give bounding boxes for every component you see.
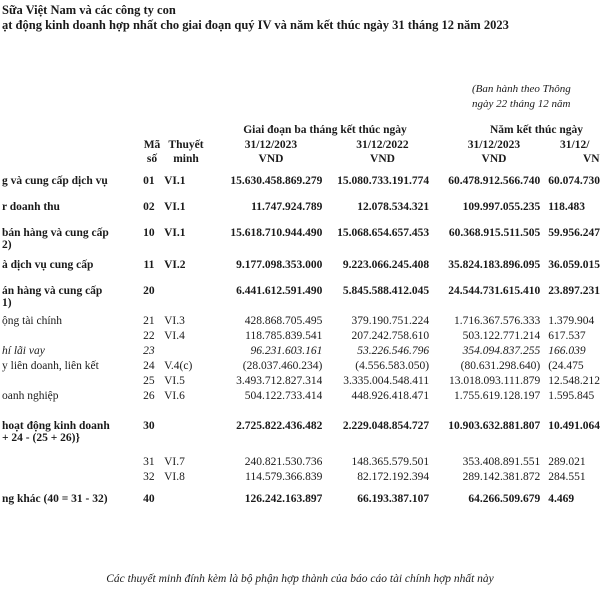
table-row: [0, 330, 600, 345]
note-column-header-1: Thuyết: [168, 139, 204, 151]
row-value-q2022: [322, 285, 429, 315]
quarter-group-header: Giai đoạn ba tháng kết thúc ngày: [243, 124, 407, 136]
row-value-y2023: [429, 471, 540, 493]
row-value-y2023: [429, 201, 540, 227]
row-label-text: oanh nghiệp: [2, 390, 59, 402]
row-value-y2023-text: 64.266.509.679: [468, 493, 541, 505]
table-row: [0, 201, 600, 227]
row-note-text: V.4(c): [164, 360, 193, 372]
row-value-y2022: [540, 456, 600, 471]
year-2023-unit: VND: [481, 153, 507, 165]
table-row: [0, 315, 600, 330]
row-value-q2023: [211, 259, 322, 285]
row-note-text: VI.5: [164, 375, 185, 387]
row-value-y2023-text: 353.408.891.551: [462, 456, 541, 468]
row-value-y2023: [429, 456, 540, 471]
row-code-text: 40: [143, 493, 155, 505]
row-value-y2023-text: 1.755.619.128.197: [453, 390, 541, 402]
row-code: [138, 175, 160, 201]
row-label: [0, 285, 138, 315]
row-value-y2022: [540, 315, 600, 330]
row-value-q2023-text: 3.493.712.827.314: [236, 375, 323, 387]
table-row: [0, 471, 600, 493]
row-value-y2022-text: 1.379.904: [548, 315, 595, 327]
row-value-q2023-text: 9.177.098.353.000: [236, 259, 323, 271]
row-value-y2022: [540, 375, 600, 390]
row-value-y2022-text: 166.039: [548, 345, 586, 357]
row-value-y2022: [540, 493, 600, 513]
income-statement-table: [0, 175, 600, 513]
row-value-q2022-text: 12.078.534.321: [357, 201, 430, 213]
footer-note: Các thuyết minh đính kèm là bộ phận hợp thành của báo cáo tài chính hợp nhất này: [106, 573, 494, 585]
row-value-y2022-text: 284.551: [548, 471, 586, 483]
row-value-q2023-text: 428.868.705.495: [244, 315, 323, 327]
row-value-q2023: [211, 360, 322, 375]
row-code-text: 31: [143, 456, 155, 468]
row-note-text: VI.4: [164, 330, 185, 342]
quarter-2023-unit: VND: [258, 153, 284, 165]
row-code-text: 20: [143, 285, 155, 297]
row-value-y2022: [540, 360, 600, 375]
row-value-q2022-text: 2.229.048.854.727: [342, 420, 430, 432]
row-value-q2022-text: 448.926.418.471: [351, 390, 430, 402]
row-value-q2023-text: 6.441.612.591.490: [236, 285, 323, 297]
row-note: [160, 175, 211, 201]
row-label: [0, 375, 138, 390]
row-value-q2022: [322, 420, 429, 456]
row-note: [160, 420, 211, 456]
table-row: [0, 360, 600, 375]
row-note-text: VI.7: [164, 456, 185, 468]
row-value-q2023-text: 504.122.733.414: [244, 390, 323, 402]
row-value-y2023: [429, 390, 540, 420]
table-row: [0, 345, 600, 360]
row-note-text: VI.1: [164, 201, 186, 213]
row-label: [0, 420, 138, 456]
row-code-text: 01: [143, 175, 155, 187]
row-value-y2022-text: 118.483: [548, 201, 585, 213]
row-value-y2023-text: 60.368.915.511.505: [448, 227, 541, 239]
row-code: [138, 330, 160, 345]
row-note-text: VI.1: [164, 227, 186, 239]
row-label-text: hí lãi vay: [2, 345, 45, 357]
row-value-y2022-text: 617.537: [548, 330, 586, 342]
row-label: [0, 315, 138, 330]
quarter-2022-unit: VND: [370, 153, 395, 165]
row-value-y2022-text: (24.475: [548, 360, 584, 372]
row-value-y2023: [429, 259, 540, 285]
row-code-text: 21: [143, 315, 155, 327]
row-value-q2023: [211, 493, 322, 513]
row-label: [0, 360, 138, 375]
row-note: [160, 375, 211, 390]
table-row: [0, 375, 600, 390]
row-value-y2023: [429, 493, 540, 513]
row-label-text: ộng tài chính: [2, 315, 63, 327]
code-column-header-2: số: [146, 153, 158, 165]
row-value-q2022: [322, 360, 429, 375]
row-label-text: à dịch vụ cung cấp: [2, 259, 94, 271]
row-note-text: VI.6: [164, 390, 185, 402]
row-code: [138, 227, 160, 259]
row-code: [138, 420, 160, 456]
row-code-text: 32: [143, 471, 155, 483]
row-code-text: 25: [143, 375, 155, 387]
row-note: [160, 390, 211, 420]
row-value-y2022-text: 12.548.212: [548, 375, 600, 387]
row-note-text: VI.3: [164, 315, 185, 327]
row-value-q2023-text: 118.785.839.541: [245, 330, 323, 342]
row-value-q2023: [211, 285, 322, 315]
row-label: [0, 471, 138, 493]
row-code: [138, 201, 160, 227]
row-value-y2023: [429, 227, 540, 259]
row-label-text: y liên doanh, liên kết: [2, 360, 99, 372]
table-row: [0, 456, 600, 471]
row-note-text: VI.8: [164, 471, 185, 483]
row-value-q2022-text: 9.223.066.245.408: [342, 259, 430, 271]
quarter-2023-header: 31/12/2023: [244, 139, 298, 151]
row-value-y2022: [540, 330, 600, 345]
row-code: [138, 259, 160, 285]
row-label-continued: + 24 - (25 + 26)}: [2, 432, 81, 444]
issued-note-line1: (Ban hành theo Thông: [472, 83, 571, 95]
row-label-text: án hàng và cung cấp: [2, 285, 103, 297]
row-code: [138, 390, 160, 420]
row-value-y2022-text: 23.897.231: [548, 285, 600, 297]
row-value-q2022-text: 379.190.751.224: [351, 315, 430, 327]
row-value-q2022: [322, 201, 429, 227]
row-value-y2023-text: 503.122.771.214: [462, 330, 541, 342]
row-value-q2022-text: (4.556.583.050): [355, 360, 430, 372]
row-value-y2023-text: 109.997.055.235: [462, 201, 541, 213]
row-label-text: bán hàng và cung cấp: [2, 227, 109, 239]
row-note: [160, 201, 211, 227]
row-value-q2023-text: 126.242.163.897: [244, 493, 323, 505]
row-value-y2023: [429, 420, 540, 456]
row-code-text: 11: [143, 259, 155, 271]
row-label: [0, 175, 138, 201]
row-note: [160, 285, 211, 315]
row-label: [0, 330, 138, 345]
note-column-header-2: minh: [173, 153, 199, 165]
row-value-y2022-text: 10.491.064: [548, 420, 600, 432]
table-row: [0, 420, 600, 456]
row-value-q2022: [322, 375, 429, 390]
row-label: [0, 456, 138, 471]
row-value-y2023-text: 24.544.731.615.410: [448, 285, 541, 297]
row-value-q2023: [211, 456, 322, 471]
row-value-y2023-text: 354.094.837.255: [462, 345, 541, 357]
row-code-text: 23: [143, 345, 155, 357]
row-value-q2023-text: 15.618.710.944.490: [230, 227, 323, 239]
row-value-q2022-text: 15.080.733.191.774: [337, 175, 430, 187]
issued-note-line2: ngày 22 tháng 12 năm: [472, 98, 571, 110]
row-value-q2022: [322, 315, 429, 330]
row-value-q2022-text: 5.845.588.412.045: [342, 285, 430, 297]
row-label-continued: 2): [2, 239, 12, 251]
row-value-y2023-text: (80.631.298.640): [460, 360, 541, 372]
row-note: [160, 456, 211, 471]
row-value-y2022: [540, 471, 600, 493]
row-value-y2022: [540, 345, 600, 360]
table-row: [0, 259, 600, 285]
table-row: [0, 493, 600, 513]
row-value-y2022-text: 36.059.015: [548, 259, 600, 271]
row-value-q2023: [211, 390, 322, 420]
year-2023-header: 31/12/2023: [467, 139, 521, 151]
row-note: [160, 360, 211, 375]
row-code-text: 22: [143, 330, 155, 342]
row-value-y2022-text: 289.021: [548, 456, 586, 468]
row-value-q2023-text: 114.579.366.839: [245, 471, 323, 483]
row-value-y2023-text: 13.018.093.111.879: [449, 375, 541, 387]
row-value-q2022: [322, 259, 429, 285]
row-note-text: VI.2: [164, 259, 186, 271]
row-value-q2022-text: 82.172.192.394: [357, 471, 430, 483]
row-value-q2022: [322, 175, 429, 201]
row-value-y2022-text: 59.956.247: [548, 227, 600, 239]
row-value-q2023: [211, 345, 322, 360]
row-value-y2023: [429, 360, 540, 375]
row-value-q2022: [322, 330, 429, 345]
row-value-y2022: [540, 175, 600, 201]
row-label-text: g và cung cấp dịch vụ: [2, 175, 108, 187]
row-value-q2023: [211, 175, 322, 201]
year-group-header: Năm kết thúc ngày: [490, 124, 583, 136]
row-value-q2023: [211, 471, 322, 493]
row-code-text: 26: [143, 390, 155, 402]
quarter-2022-header: 31/12/2022: [356, 139, 409, 151]
row-value-q2022: [322, 345, 429, 360]
row-code: [138, 456, 160, 471]
table-row: [0, 390, 600, 420]
report-title: ạt động kinh doanh hợp nhất cho giai đoạn quý IV và năm kết thúc ngày 31 tháng 12 năm 2023: [2, 18, 509, 32]
row-value-q2023: [211, 201, 322, 227]
row-code: [138, 493, 160, 513]
row-value-q2022: [322, 456, 429, 471]
row-value-q2023-text: 96.231.603.161: [250, 345, 323, 357]
row-value-q2022: [322, 493, 429, 513]
row-value-q2023-text: 15.630.458.869.279: [230, 175, 323, 187]
table-row: [0, 227, 600, 259]
row-value-q2022-text: 53.226.546.796: [357, 345, 430, 357]
year-2022-header: 31/12/: [560, 139, 590, 151]
row-code-text: 10: [143, 227, 155, 239]
row-label: [0, 227, 138, 259]
row-code: [138, 360, 160, 375]
row-label-text: ng khác (40 = 31 - 32): [2, 493, 108, 505]
row-label: [0, 493, 138, 513]
row-code: [138, 345, 160, 360]
year-2022-unit: VN: [583, 153, 600, 165]
code-column-header-1: Mã: [143, 139, 161, 151]
row-code-text: 30: [143, 420, 155, 432]
row-code: [138, 375, 160, 390]
row-value-y2023: [429, 315, 540, 330]
row-value-y2022: [540, 227, 600, 259]
row-note: [160, 227, 211, 259]
row-value-q2023: [211, 420, 322, 456]
row-value-q2022: [322, 390, 429, 420]
row-value-y2023: [429, 285, 540, 315]
row-value-y2023-text: 35.824.183.896.095: [448, 259, 541, 271]
row-value-y2022-text: 60.074.730: [548, 175, 600, 187]
row-label: [0, 259, 138, 285]
row-note: [160, 471, 211, 493]
row-note: [160, 315, 211, 330]
row-code-text: 02: [143, 201, 155, 213]
row-label: [0, 390, 138, 420]
row-value-q2023: [211, 315, 322, 330]
row-value-q2023-text: (28.037.460.234): [242, 360, 323, 372]
row-value-y2022-text: 4.469: [548, 493, 575, 505]
row-value-y2022: [540, 285, 600, 315]
row-value-y2023: [429, 175, 540, 201]
row-code: [138, 471, 160, 493]
row-label: [0, 345, 138, 360]
row-value-y2023-text: 60.478.912.566.740: [448, 175, 541, 187]
row-value-q2022-text: 207.242.758.610: [351, 330, 430, 342]
row-label-text: hoạt động kinh doanh: [2, 420, 110, 432]
row-label: [0, 201, 138, 227]
row-value-y2022: [540, 420, 600, 456]
row-code: [138, 315, 160, 330]
row-value-q2023: [211, 375, 322, 390]
row-note-text: VI.1: [164, 175, 186, 187]
row-note: [160, 259, 211, 285]
row-value-q2022-text: 66.193.387.107: [357, 493, 430, 505]
row-value-q2022-text: 15.068.654.657.453: [337, 227, 430, 239]
company-name: Sữa Việt Nam và các công ty con: [2, 3, 176, 17]
row-value-y2022: [540, 259, 600, 285]
row-value-q2023: [211, 330, 322, 345]
row-value-q2023-text: 11.747.924.789: [251, 201, 323, 213]
row-value-q2023-text: 2.725.822.436.482: [236, 420, 323, 432]
row-note: [160, 330, 211, 345]
row-code: [138, 285, 160, 315]
row-note: [160, 493, 211, 513]
row-value-y2022-text: 1.595.845: [548, 390, 595, 402]
row-code-text: 24: [143, 360, 155, 372]
row-value-y2023-text: 1.716.367.576.333: [453, 315, 541, 327]
row-value-q2022-text: 3.335.004.548.411: [343, 375, 430, 387]
row-value-y2023: [429, 345, 540, 360]
row-label-text: r doanh thu: [2, 201, 60, 213]
row-value-y2023: [429, 375, 540, 390]
row-value-y2022: [540, 201, 600, 227]
row-value-q2022-text: 148.365.579.501: [351, 456, 430, 468]
table-row: [0, 285, 600, 315]
row-value-y2022: [540, 390, 600, 420]
row-value-q2023-text: 240.821.530.736: [244, 456, 323, 468]
row-value-y2023-text: 289.142.381.872: [462, 471, 541, 483]
table-row: [0, 175, 600, 201]
row-value-q2023: [211, 227, 322, 259]
row-value-y2023: [429, 330, 540, 345]
row-value-q2022: [322, 227, 429, 259]
row-value-q2022: [322, 471, 429, 493]
row-note: [160, 345, 211, 360]
row-label-continued: 1): [2, 297, 12, 309]
row-value-y2023-text: 10.903.632.881.807: [448, 420, 541, 432]
